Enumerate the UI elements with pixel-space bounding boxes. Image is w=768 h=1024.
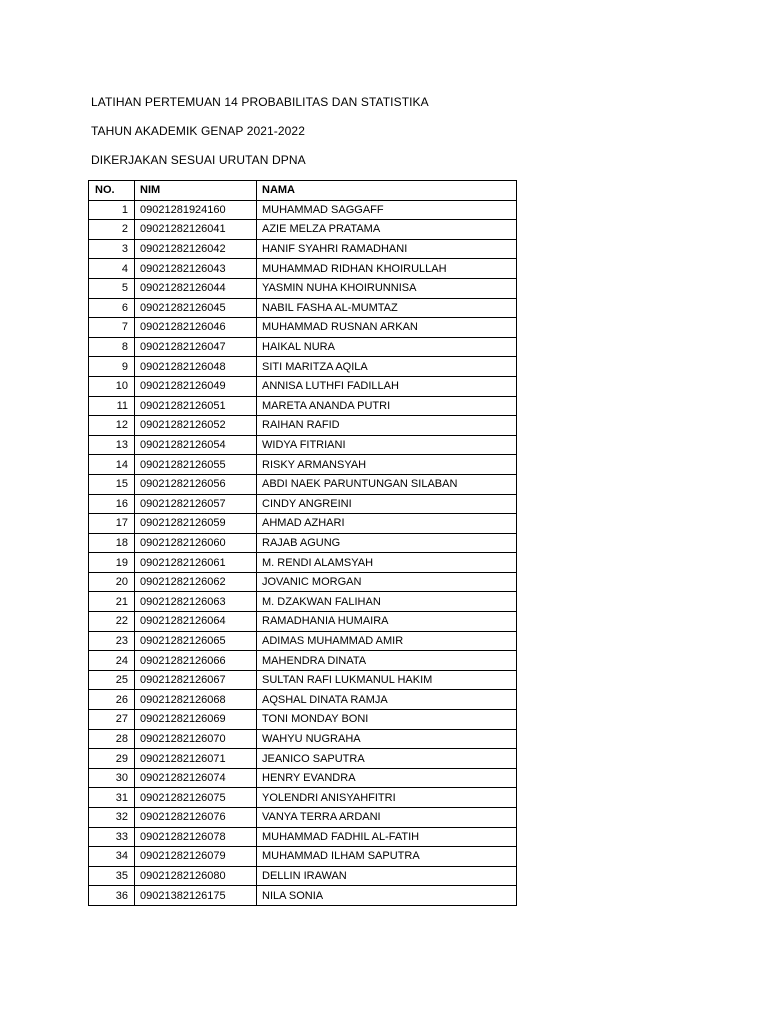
cell-no: 12: [89, 416, 135, 436]
cell-nama: ADIMAS MUHAMMAD AMIR: [257, 631, 517, 651]
table-row: [89, 239, 517, 259]
column-header-no: NO.: [89, 181, 135, 201]
cell-nama: JOVANIC MORGAN: [257, 572, 517, 592]
cell-no: 36: [89, 886, 135, 906]
cell-no: 13: [89, 435, 135, 455]
table-row: [89, 416, 517, 436]
cell-nim: 09021282126044: [135, 278, 257, 298]
cell-nama: ANNISA LUTHFI FADILLAH: [257, 376, 517, 396]
table-row: [89, 651, 517, 671]
cell-nim: 09021281924160: [135, 200, 257, 220]
cell-nim: 09021282126046: [135, 318, 257, 338]
cell-nim: 09021282126079: [135, 847, 257, 867]
table-row: [89, 318, 517, 338]
cell-no: 30: [89, 768, 135, 788]
cell-no: 21: [89, 592, 135, 612]
cell-no: 8: [89, 337, 135, 357]
table-row: [89, 827, 517, 847]
cell-nim: 09021282126047: [135, 337, 257, 357]
column-header-nama: NAMA: [257, 181, 517, 201]
table-row: [89, 749, 517, 769]
cell-nama: SITI MARITZA AQILA: [257, 357, 517, 377]
cell-nama: HANIF SYAHRI RAMADHANI: [257, 239, 517, 259]
table-row: [89, 553, 517, 573]
cell-nim: 09021282126041: [135, 220, 257, 240]
instruction-heading: DIKERJAKAN SESUAI URUTAN DPNA: [91, 153, 306, 167]
cell-nama: NABIL FASHA AL-MUMTAZ: [257, 298, 517, 318]
table-row: [89, 729, 517, 749]
cell-nim: 09021282126048: [135, 357, 257, 377]
cell-no: 7: [89, 318, 135, 338]
cell-nim: 09021282126065: [135, 631, 257, 651]
cell-nim: 09021282126078: [135, 827, 257, 847]
table-row: [89, 788, 517, 808]
cell-no: 35: [89, 866, 135, 886]
table-row: [89, 847, 517, 867]
cell-nama: WIDYA FITRIANI: [257, 435, 517, 455]
cell-nama: YASMIN NUHA KHOIRUNNISA: [257, 278, 517, 298]
cell-no: 3: [89, 239, 135, 259]
cell-no: 23: [89, 631, 135, 651]
cell-no: 33: [89, 827, 135, 847]
cell-no: 19: [89, 553, 135, 573]
cell-nama: MUHAMMAD RIDHAN KHOIRULLAH: [257, 259, 517, 279]
table-row: [89, 690, 517, 710]
cell-no: 11: [89, 396, 135, 416]
cell-no: 16: [89, 494, 135, 514]
table-body: [89, 200, 517, 905]
cell-nama: MUHAMMAD FADHIL AL-FATIH: [257, 827, 517, 847]
table-row: [89, 259, 517, 279]
table-row: [89, 670, 517, 690]
cell-no: 15: [89, 474, 135, 494]
cell-nim: 09021382126175: [135, 886, 257, 906]
table-row: [89, 337, 517, 357]
cell-nama: ABDI NAEK PARUNTUNGAN SILABAN: [257, 474, 517, 494]
cell-no: 26: [89, 690, 135, 710]
cell-nim: 09021282126066: [135, 651, 257, 671]
table-row: [89, 592, 517, 612]
table-row: [89, 768, 517, 788]
cell-no: 17: [89, 514, 135, 534]
cell-nim: 09021282126061: [135, 553, 257, 573]
column-header-nim: NIM: [135, 181, 257, 201]
cell-nama: TONI MONDAY BONI: [257, 710, 517, 730]
table-row: [89, 514, 517, 534]
table-row: [89, 866, 517, 886]
document-title: LATIHAN PERTEMUAN 14 PROBABILITAS DAN STATISTIKA: [91, 95, 429, 109]
cell-nama: CINDY ANGREINI: [257, 494, 517, 514]
cell-nim: 09021282126045: [135, 298, 257, 318]
cell-nim: 09021282126080: [135, 866, 257, 886]
cell-nim: 09021282126059: [135, 514, 257, 534]
table-row: [89, 435, 517, 455]
cell-nama: AHMAD AZHARI: [257, 514, 517, 534]
cell-no: 9: [89, 357, 135, 377]
table-row: [89, 376, 517, 396]
cell-nim: 09021282126060: [135, 533, 257, 553]
table-row: [89, 808, 517, 828]
table-row: [89, 710, 517, 730]
cell-no: 28: [89, 729, 135, 749]
table-row: [89, 455, 517, 475]
table-row: [89, 474, 517, 494]
table-row: [89, 357, 517, 377]
cell-nama: JEANICO SAPUTRA: [257, 749, 517, 769]
cell-nim: 09021282126062: [135, 572, 257, 592]
cell-nim: 09021282126063: [135, 592, 257, 612]
cell-no: 29: [89, 749, 135, 769]
table-row: [89, 612, 517, 632]
cell-nim: 09021282126054: [135, 435, 257, 455]
cell-nim: 09021282126068: [135, 690, 257, 710]
cell-nim: 09021282126070: [135, 729, 257, 749]
cell-nim: 09021282126071: [135, 749, 257, 769]
cell-no: 18: [89, 533, 135, 553]
cell-nama: DELLIN IRAWAN: [257, 866, 517, 886]
cell-nama: AQSHAL DINATA RAMJA: [257, 690, 517, 710]
cell-nim: 09021282126074: [135, 768, 257, 788]
cell-nim: 09021282126056: [135, 474, 257, 494]
cell-nama: MUHAMMAD RUSNAN ARKAN: [257, 318, 517, 338]
cell-no: 24: [89, 651, 135, 671]
cell-nim: 09021282126067: [135, 670, 257, 690]
cell-nama: SULTAN RAFI LUKMANUL HAKIM: [257, 670, 517, 690]
cell-no: 1: [89, 200, 135, 220]
cell-nim: 09021282126076: [135, 808, 257, 828]
cell-nim: 09021282126049: [135, 376, 257, 396]
cell-nim: 09021282126052: [135, 416, 257, 436]
table-row: [89, 220, 517, 240]
cell-no: 34: [89, 847, 135, 867]
cell-nim: 09021282126043: [135, 259, 257, 279]
cell-nim: 09021282126069: [135, 710, 257, 730]
cell-nama: WAHYU NUGRAHA: [257, 729, 517, 749]
cell-no: 5: [89, 278, 135, 298]
cell-no: 14: [89, 455, 135, 475]
cell-no: 27: [89, 710, 135, 730]
cell-nama: MAHENDRA DINATA: [257, 651, 517, 671]
cell-no: 2: [89, 220, 135, 240]
table-row: [89, 278, 517, 298]
header-row: [89, 181, 517, 201]
table-row: [89, 631, 517, 651]
table-row: [89, 494, 517, 514]
table-row: [89, 298, 517, 318]
cell-nama: M. DZAKWAN FALIHAN: [257, 592, 517, 612]
cell-nama: RAJAB AGUNG: [257, 533, 517, 553]
cell-nim: 09021282126042: [135, 239, 257, 259]
cell-nama: HAIKAL NURA: [257, 337, 517, 357]
cell-nim: 09021282126064: [135, 612, 257, 632]
cell-no: 10: [89, 376, 135, 396]
cell-nama: HENRY EVANDRA: [257, 768, 517, 788]
cell-no: 22: [89, 612, 135, 632]
cell-no: 32: [89, 808, 135, 828]
cell-nim: 09021282126051: [135, 396, 257, 416]
table-row: [89, 886, 517, 906]
cell-nama: AZIE MELZA PRATAMA: [257, 220, 517, 240]
cell-nim: 09021282126075: [135, 788, 257, 808]
cell-nama: RAMADHANIA HUMAIRA: [257, 612, 517, 632]
cell-nama: RAIHAN RAFID: [257, 416, 517, 436]
cell-no: 20: [89, 572, 135, 592]
student-table: [88, 180, 517, 906]
cell-no: 4: [89, 259, 135, 279]
cell-nim: 09021282126055: [135, 455, 257, 475]
cell-nama: NILA SONIA: [257, 886, 517, 906]
academic-year-heading: TAHUN AKADEMIK GENAP 2021-2022: [91, 124, 305, 138]
table-row: [89, 572, 517, 592]
table-header: [89, 181, 517, 201]
cell-no: 31: [89, 788, 135, 808]
cell-nama: VANYA TERRA ARDANI: [257, 808, 517, 828]
cell-no: 25: [89, 670, 135, 690]
table-row: [89, 200, 517, 220]
cell-nama: MUHAMMAD ILHAM SAPUTRA: [257, 847, 517, 867]
table-row: [89, 396, 517, 416]
table-row: [89, 533, 517, 553]
cell-nama: M. RENDI ALAMSYAH: [257, 553, 517, 573]
cell-nama: YOLENDRI ANISYAHFITRI: [257, 788, 517, 808]
cell-nama: MUHAMMAD SAGGAFF: [257, 200, 517, 220]
cell-nama: RISKY ARMANSYAH: [257, 455, 517, 475]
cell-nim: 09021282126057: [135, 494, 257, 514]
cell-no: 6: [89, 298, 135, 318]
cell-nama: MARETA ANANDA PUTRI: [257, 396, 517, 416]
